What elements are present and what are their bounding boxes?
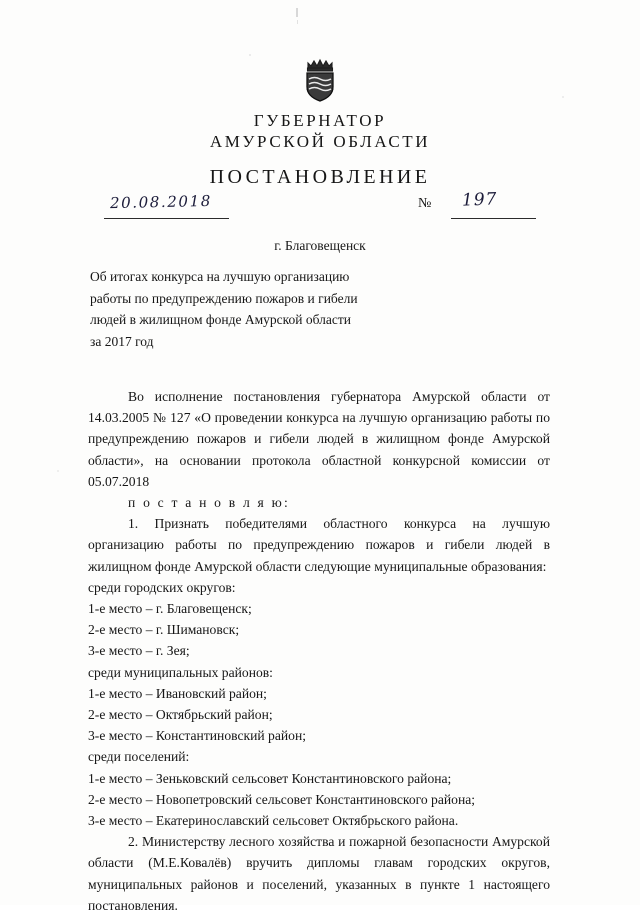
coat-of-arms-icon <box>0 55 640 103</box>
list-item: 2-е место – Октябрьский район; <box>88 707 273 723</box>
date-handwritten: 20.08.2018 <box>109 191 213 213</box>
group-3-label: среди поселений: <box>88 749 190 765</box>
document-subject: Об итогах конкурса на лучшую организацию работы по предупреждению пожаров и гибели людей в жилищном фонде Амурской области за 2017 год <box>90 269 358 349</box>
date-rule <box>104 218 229 219</box>
list-item: 3-е место – Екатеринославский сельсовет Октябрьского района. <box>88 813 459 829</box>
list-item: 2-е место – Новопетровский сельсовет Константиновского района; <box>88 791 476 807</box>
document-heading <box>0 110 640 189</box>
list-item: 3-е место – Константиновский район; <box>88 728 306 744</box>
city-line: г. Благовещенск <box>274 238 366 253</box>
organization-line-1: ГУБЕРНАТОР <box>253 111 387 130</box>
preamble-paragraph: Во исполнение постановления губернатора Амурской области от 14.03.2005 № 127 «О проведении конкурса на лучшую организацию работы по предупреждению пожаров и гибели людей в жилищном фонде Амурской области», на основании протокола областной конкурсной комиссии от 05.07.2018 <box>88 389 550 489</box>
scan-artifact <box>296 8 298 17</box>
item-1-paragraph: 1. Признать победителями областного конкурса на лучшую организацию работы по предупреждению пожаров и гибели людей в жилищном фонде Амурской области следующие муниципальные образования: <box>88 516 550 574</box>
document-body <box>88 386 550 916</box>
date-and-number-line <box>0 189 640 222</box>
scan-artifact <box>57 470 59 472</box>
scan-artifact <box>297 20 298 24</box>
number-rule <box>451 218 536 219</box>
list-item: 1-е место – Зеньковский сельсовет Константиновского района; <box>88 770 452 786</box>
decree-word: п о с т а н о в л я ю: <box>128 495 290 511</box>
group-1-label: среди городских округов: <box>88 579 236 595</box>
list-item: 2-е место – г. Шимановск; <box>88 622 240 638</box>
group-2-label: среди муниципальных районов: <box>88 664 273 680</box>
number-label: № <box>418 196 432 211</box>
item-2-paragraph: 2. Министерству лесного хозяйства и пожарной безопасности Амурской области (М.Е.Ковалёв) вручить дипломы главам городских округов, муниципальных районов и поселений, указанных в пункте 1 настоящего постановления. <box>88 834 550 913</box>
organization-line-2: АМУРСКОЙ ОБЛАСТИ <box>209 132 431 151</box>
document-type: ПОСТАНОВЛЕНИЕ <box>209 166 431 188</box>
list-item: 1-е место – Ивановский район; <box>88 685 267 701</box>
list-item: 3-е место – г. Зея; <box>88 643 190 659</box>
number-handwritten: 197 <box>461 189 498 211</box>
list-item: 1-е место – г. Благовещенск; <box>88 601 252 617</box>
